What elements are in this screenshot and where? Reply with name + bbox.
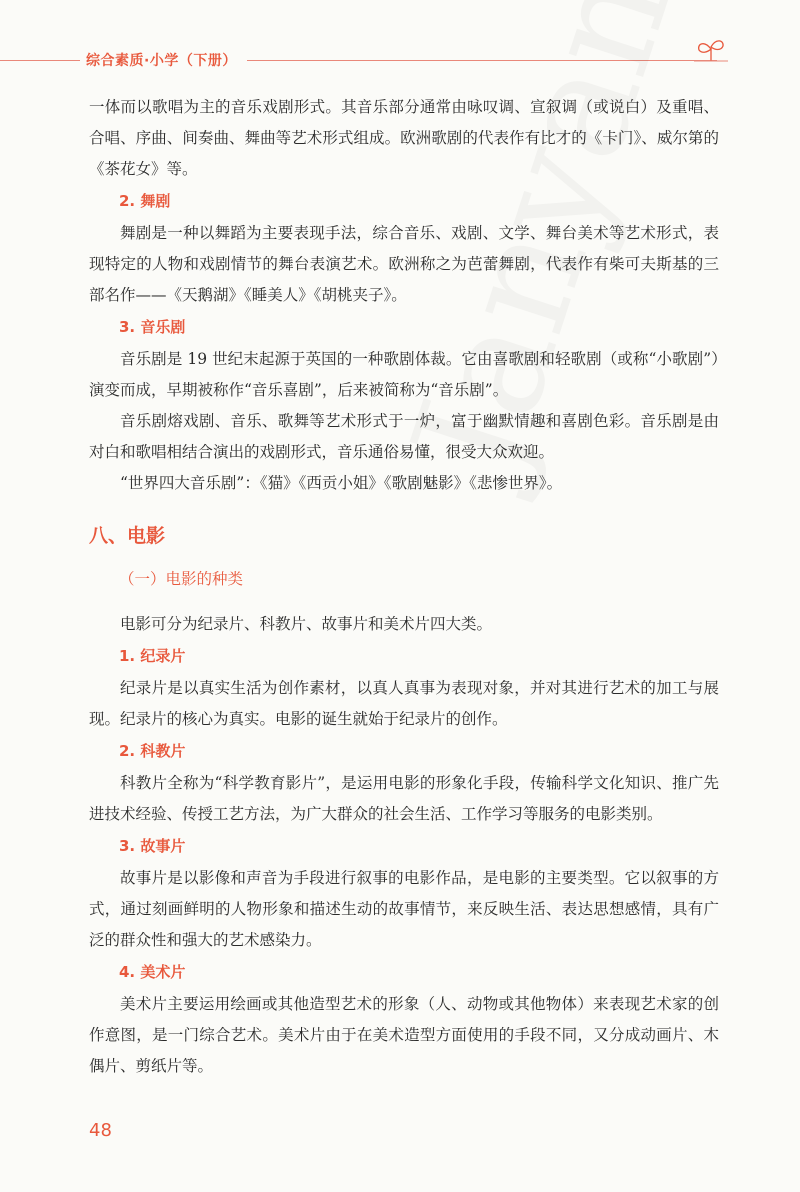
paragraph-animation: 美术片主要运用绘画或其他造型艺术的形象（人、动物或其他物体）来表现艺术家的创作意图，是一门综合艺术。美术片由于在美术造型方面使用的手段不同，又分成动画片、木偶片、剪纸片等。 [89,995,719,1075]
paragraph-musical-1: 音乐剧是 19 世纪末起源于英国的一种歌剧体裁。它由喜歌剧和轻歌剧（或称“小歌剧”）演变而成，早期被称作“音乐喜剧”，后来被简称为“音乐剧”。 [89,350,719,399]
paragraph-dance-drama: 舞剧是一种以舞蹈为主要表现手法，综合音乐、戏剧、文学、舞台美术等艺术形式，表现特定的人物和戏剧情节的舞台表演艺术。欧洲称之为芭蕾舞剧，代表作有柴可夫斯基的三部名作——《天鹅湖》《睡美人》《胡桃夹子》。 [89,224,719,304]
header-title: 综合素质·小学（下册） [86,53,237,69]
sprout-icon [694,34,728,64]
heading-science-film: 2. 科教片 [119,742,186,760]
header-rule-left [0,60,80,61]
paragraph-science-film: 科教片全称为“科学教育影片”，是运用电影的形象化手段，传输科学文化知识、推广先进技术经验、传授工艺方法，为广大群众的社会生活、工作学习等服务的电影类别。 [89,774,719,823]
paragraph-feature-film: 故事片是以影像和声音为手段进行叙事的电影作品，是电影的主要类型。它以叙事的方式，通过刻画鲜明的人物形象和描述生动的故事情节，来反映生活、表达思想感情，具有广泛的群众性和强大的艺术感染力。 [89,869,719,949]
paragraph-musical-3: “世界四大音乐剧”：《猫》《西贡小姐》《歌剧魅影》《悲惨世界》。 [120,474,563,492]
heading-documentary: 1. 纪录片 [119,647,186,665]
page-content [89,92,719,1082]
paragraph-opera-continued: 一体而以歌唱为主的音乐戏剧形式。其音乐部分通常由咏叹调、宣叙调（或说白）及重唱、合唱、序曲、间奏曲、舞曲等艺术形式组成。欧洲歌剧的代表作有比才的《卡门》、威尔第的《茶花女》等。 [89,98,719,178]
paragraph-film-intro: 电影可分为纪录片、科教片、故事片和美术片四大类。 [120,615,493,633]
paragraph-musical-2: 音乐剧熔戏剧、音乐、歌舞等艺术形式于一炉，富于幽默情趣和喜剧色彩。音乐剧是由对白和歌唱相结合演出的戏剧形式，音乐通俗易懂，很受大众欢迎。 [89,412,719,461]
page-header [0,0,800,90]
header-rule-right [247,60,717,61]
section-heading-film: 八、电影 [89,525,166,547]
heading-feature-film: 3. 故事片 [119,837,186,855]
subsection-heading-film-types: （一）电影的种类 [119,570,244,588]
page-number: 48 [89,1120,112,1141]
paragraph-documentary: 纪录片是以真实生活为创作素材，以真人真事为表现对象，并对其进行艺术的加工与展现。纪录片的核心为真实。电影的诞生就始于纪录片的创作。 [89,679,719,728]
heading-animation: 4. 美术片 [119,963,186,981]
heading-musical: 3. 音乐剧 [119,318,186,336]
heading-dance-drama: 2. 舞剧 [119,192,171,210]
